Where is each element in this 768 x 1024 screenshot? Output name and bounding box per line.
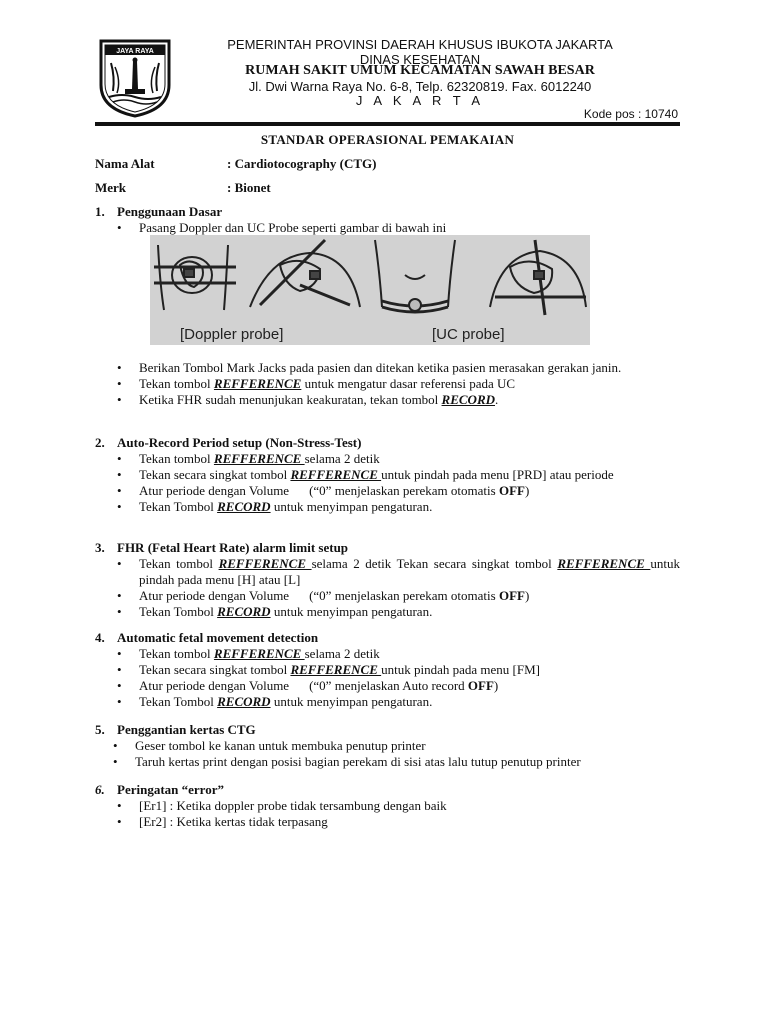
list-item	[95, 392, 680, 408]
button-name: RECORD	[217, 604, 271, 619]
item-text: Tekan tombol	[139, 451, 214, 466]
list-item	[95, 604, 680, 620]
item-text: untuk menyimpan pengaturan.	[270, 694, 433, 709]
doppler-probe-label: [Doppler probe]	[180, 326, 284, 343]
section-title-text: Penggunaan Dasar	[117, 204, 223, 219]
section-title-text: Auto-Record Period setup (Non-Stress-Test)	[117, 435, 362, 450]
item-text: .	[495, 392, 499, 407]
button-name: REFFERENCE	[218, 556, 312, 571]
list-item	[95, 798, 680, 814]
list-item	[95, 499, 680, 515]
item-text: untuk mengatur dasar referensi pada UC	[301, 376, 516, 391]
item-text: Tekan tombol	[139, 376, 214, 391]
list-item	[95, 678, 680, 694]
item-text: selama 2 detik	[304, 646, 380, 661]
section-6-title	[95, 782, 680, 798]
list-item	[95, 588, 680, 604]
button-name: REFFERENCE	[213, 376, 302, 391]
item-text: untuk menyimpan pengaturan.	[270, 604, 433, 619]
button-name: REFFERENCE	[290, 467, 382, 482]
device-name-row	[95, 156, 377, 172]
item-text: untuk menyimpan pengaturan.	[270, 499, 433, 514]
item-text: Atur periode dengan Volume	[139, 678, 290, 693]
item-text: Geser tombol ke kanan untuk membuka penutup printer	[135, 738, 426, 753]
button-name: REFFERENCE	[290, 662, 382, 677]
item-text: Tekan secara singkat tombol	[139, 662, 291, 677]
letterhead-line-1: PEMERINTAH PROVINSI DAERAH KHUSUS IBUKOTA JAKARTA	[227, 37, 613, 52]
item-text: Tekan secara singkat tombol	[139, 467, 291, 482]
section-4	[95, 630, 680, 710]
item-text: (“0” menjelaskan perekam otomatis	[309, 588, 499, 603]
list-item	[95, 376, 680, 392]
section-number: 1.	[95, 204, 105, 219]
item-text: Tekan Tombol	[139, 694, 218, 709]
postal-code: Kode pos : 10740	[583, 107, 678, 121]
section-1-continued	[95, 360, 680, 408]
section-number: 5.	[95, 722, 105, 737]
probe-placement-figure	[150, 235, 590, 345]
item-text: (“0” menjelaskan Auto record	[309, 678, 468, 693]
button-name: REFFERENCE	[213, 451, 305, 466]
list-item	[95, 467, 680, 483]
list-item	[95, 360, 680, 376]
item-text: Tekan Tombol	[139, 604, 218, 619]
section-number: 6.	[95, 782, 105, 797]
item-text: Tekan tombol	[139, 556, 219, 571]
uc-probe-label: [UC probe]	[432, 326, 505, 343]
list-item	[95, 451, 680, 467]
list-item	[95, 556, 680, 588]
section-title-text: Penggantian kertas CTG	[117, 722, 256, 737]
logo-text: JAYA RAYA	[116, 48, 154, 55]
item-text: Atur periode dengan Volume	[139, 483, 290, 498]
off-keyword: OFF	[498, 588, 525, 603]
device-name-label: Nama Alat	[95, 156, 155, 171]
button-name: REFFERENCE	[557, 556, 651, 571]
probe-illustration	[150, 235, 590, 345]
letterhead-line-2: DINAS KESEHATAN	[359, 52, 481, 67]
device-name-value: : Cardiotocography (CTG)	[227, 156, 377, 171]
item-text: )	[493, 678, 499, 693]
item-text: [Er2] : Ketika kertas tidak terpasang	[139, 814, 328, 829]
item-text: Pasang Doppler dan UC Probe seperti gambar di bawah ini	[139, 220, 447, 235]
button-name: RECORD	[441, 392, 496, 407]
letterhead-divider	[95, 122, 680, 126]
list-item	[95, 754, 680, 770]
section-5	[95, 722, 680, 770]
item-text: )	[524, 588, 530, 603]
off-keyword: OFF	[467, 678, 494, 693]
button-name: RECORD	[217, 499, 271, 514]
item-text: (“0” menjelaskan perekam otomatis	[309, 483, 499, 498]
list-item	[95, 646, 680, 662]
city-name: J A K A R T A	[355, 93, 485, 108]
list-item	[95, 662, 680, 678]
item-text: [Er1] : Ketika doppler probe tidak tersambung dengan baik	[139, 798, 447, 813]
section-1-title	[95, 204, 680, 220]
section-2-title	[95, 435, 680, 451]
hospital-name: RUMAH SAKIT UMUM KECAMATAN SAWAH BESAR	[245, 63, 595, 78]
item-text: selama 2 detik	[304, 451, 380, 466]
brand-label: Merk	[95, 180, 127, 195]
document-title: STANDAR OPERASIONAL PEMAKAIAN	[260, 132, 515, 147]
off-keyword: OFF	[498, 483, 525, 498]
section-3-title	[95, 540, 680, 556]
item-text: Berikan Tombol Mark Jacks pada pasien dan ditekan ketika pasien merasakan gerakan janin.	[139, 360, 622, 375]
button-name: REFFERENCE	[213, 646, 305, 661]
list-item	[95, 220, 680, 236]
item-text: Tekan tombol	[139, 646, 214, 661]
item-text: untuk pindah pada menu [PRD] atau periode	[381, 467, 614, 482]
section-1	[95, 204, 680, 236]
section-title-text: Automatic fetal movement detection	[117, 630, 319, 645]
hospital-address: Jl. Dwi Warna Raya No. 6-8, Telp. 62320819. Fax. 6012240	[248, 79, 592, 94]
list-item	[95, 694, 680, 710]
section-title-text: FHR (Fetal Heart Rate) alarm limit setup	[117, 540, 349, 555]
brand-row	[95, 180, 271, 196]
item-text: Taruh kertas print dengan posisi bagian perekam di sisi atas lalu tutup penutup printer	[135, 754, 581, 769]
item-text: )	[524, 483, 530, 498]
section-6	[95, 782, 680, 830]
item-text: untuk pindah pada menu [H] atau [L]	[139, 556, 680, 587]
list-item	[95, 738, 680, 754]
section-number: 2.	[95, 435, 105, 450]
item-text: untuk pindah pada menu [FM]	[381, 662, 540, 677]
item-text: Ketika FHR sudah menunjukan keakuratan, tekan tombol	[139, 392, 442, 407]
section-5-title	[95, 722, 680, 738]
list-item	[95, 483, 680, 499]
section-number: 4.	[95, 630, 105, 645]
section-4-title	[95, 630, 680, 646]
section-3	[95, 540, 680, 620]
list-item	[95, 814, 680, 830]
item-text: selama 2 detik Tekan secara singkat tombol	[311, 556, 558, 571]
section-2	[95, 435, 680, 515]
section-title-text: Peringatan “error”	[117, 782, 224, 797]
item-text: Atur periode dengan Volume	[139, 588, 290, 603]
item-text: Tekan Tombol	[139, 499, 218, 514]
brand-value: : Bionet	[227, 180, 271, 195]
button-name: RECORD	[217, 694, 271, 709]
section-number: 3.	[95, 540, 105, 555]
